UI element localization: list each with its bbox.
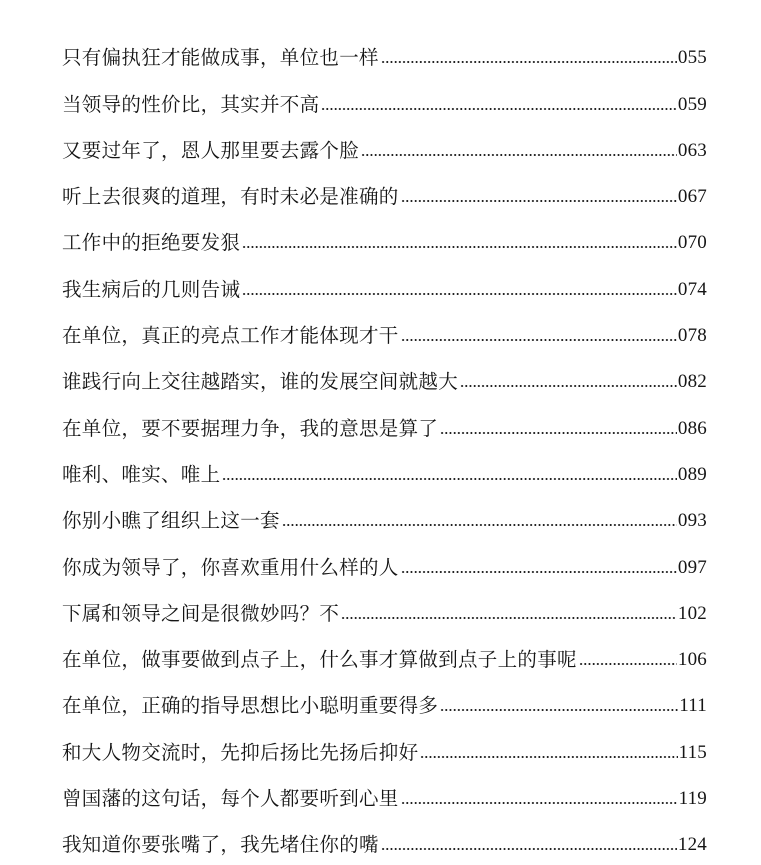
- toc-entry-page: 097: [677, 556, 707, 578]
- toc-entry-title: 在单位，要不要据理力争，我的意思是算了: [62, 416, 439, 440]
- dot-leader: [420, 755, 677, 759]
- toc-entry-title: 当领导的性价比，其实并不高: [62, 92, 320, 116]
- toc-entry: [62, 170, 707, 216]
- toc-entry-title: 我知道你要张嘴了，我先堵住你的嘴: [62, 833, 379, 857]
- toc-entry-title: 唯利、唯实、唯上: [62, 462, 221, 486]
- dot-leader: [440, 708, 678, 712]
- dot-leader: [341, 616, 677, 620]
- toc-entry-title: 你成为领导了，你喜欢重用什么样的人: [62, 555, 399, 579]
- dot-leader: [401, 570, 677, 574]
- toc-entry: [62, 679, 707, 725]
- toc-entry-title: 谁践行向上交往越踏实，谁的发展空间就越大: [62, 370, 459, 394]
- toc-entry: [62, 216, 707, 262]
- toc-entry: [62, 772, 707, 818]
- toc-entry-page: 059: [677, 93, 707, 115]
- dot-leader: [242, 292, 677, 296]
- toc-entry-page: 119: [678, 788, 707, 810]
- toc-entry: [62, 124, 707, 170]
- toc-entry-title: 下属和领导之间是很微妙吗？不: [62, 601, 340, 625]
- toc-entry: [62, 309, 707, 355]
- dot-leader: [282, 523, 677, 527]
- toc-entry: [62, 540, 707, 586]
- toc-entry: [62, 401, 707, 447]
- toc-entry-title: 在单位，做事要做到点子上，什么事才算做到点子上的事呢: [62, 648, 577, 672]
- toc-entry-page: 106: [677, 649, 707, 671]
- toc-entry-page: 086: [677, 417, 707, 439]
- dot-leader: [242, 245, 677, 249]
- toc-entry-title: 曾国藩的这句话，每个人都要听到心里: [62, 787, 399, 811]
- toc-entry-title: 工作中的拒绝要发狠: [62, 231, 241, 255]
- toc-entry-page: 082: [677, 371, 707, 393]
- toc-entry-page: 093: [677, 510, 707, 532]
- toc-entry-title: 你别小瞧了组织上这一套: [62, 509, 280, 533]
- dot-leader: [460, 384, 677, 388]
- toc-entry: [62, 494, 707, 540]
- toc-entry: [62, 818, 707, 864]
- dot-leader: [401, 338, 677, 342]
- toc-entry: [62, 355, 707, 401]
- toc-entry: [62, 633, 707, 679]
- toc-entry-page: 124: [677, 834, 707, 856]
- toc-entry-title: 只有偏执狂才能做成事，单位也一样: [62, 46, 379, 70]
- toc-entry: [62, 448, 707, 494]
- toc-entry-title: 在单位，正确的指导思想比小聪明重要得多: [62, 694, 439, 718]
- toc-entry-page: 111: [679, 695, 707, 717]
- dot-leader: [579, 662, 677, 666]
- toc-entry: [62, 725, 707, 771]
- dot-leader: [361, 153, 677, 157]
- dot-leader: [440, 431, 677, 435]
- dot-leader: [321, 107, 676, 111]
- dot-leader: [401, 199, 677, 203]
- toc-entry-page: 078: [677, 325, 707, 347]
- toc-entry-page: 070: [677, 232, 707, 254]
- toc-entry-title: 又要过年了，恩人那里要去露个脸: [62, 138, 360, 162]
- toc-entry-page: 063: [677, 139, 707, 161]
- toc-entry: [62, 587, 707, 633]
- dot-leader: [381, 847, 677, 851]
- toc-entry-page: 074: [677, 278, 707, 300]
- toc-entry-page: 067: [677, 186, 707, 208]
- dot-leader: [401, 801, 678, 805]
- toc-entry-title: 和大人物交流时，先抑后扬比先扬后抑好: [62, 740, 419, 764]
- toc-entry: [62, 31, 707, 77]
- dot-leader: [222, 477, 676, 481]
- toc-entry-title: 在单位，真正的亮点工作才能体现才干: [62, 324, 399, 348]
- toc-entry: [62, 77, 707, 123]
- toc-entry-page: 089: [677, 463, 707, 485]
- toc-entry-page: 055: [677, 47, 707, 69]
- table-of-contents: [62, 31, 707, 864]
- toc-entry-page: 115: [678, 741, 707, 763]
- toc-entry-title: 听上去很爽的道理，有时未必是准确的: [62, 185, 399, 209]
- toc-entry-page: 102: [677, 602, 707, 624]
- toc-entry: [62, 262, 707, 308]
- toc-entry-title: 我生病后的几则告诫: [62, 277, 241, 301]
- dot-leader: [381, 60, 677, 64]
